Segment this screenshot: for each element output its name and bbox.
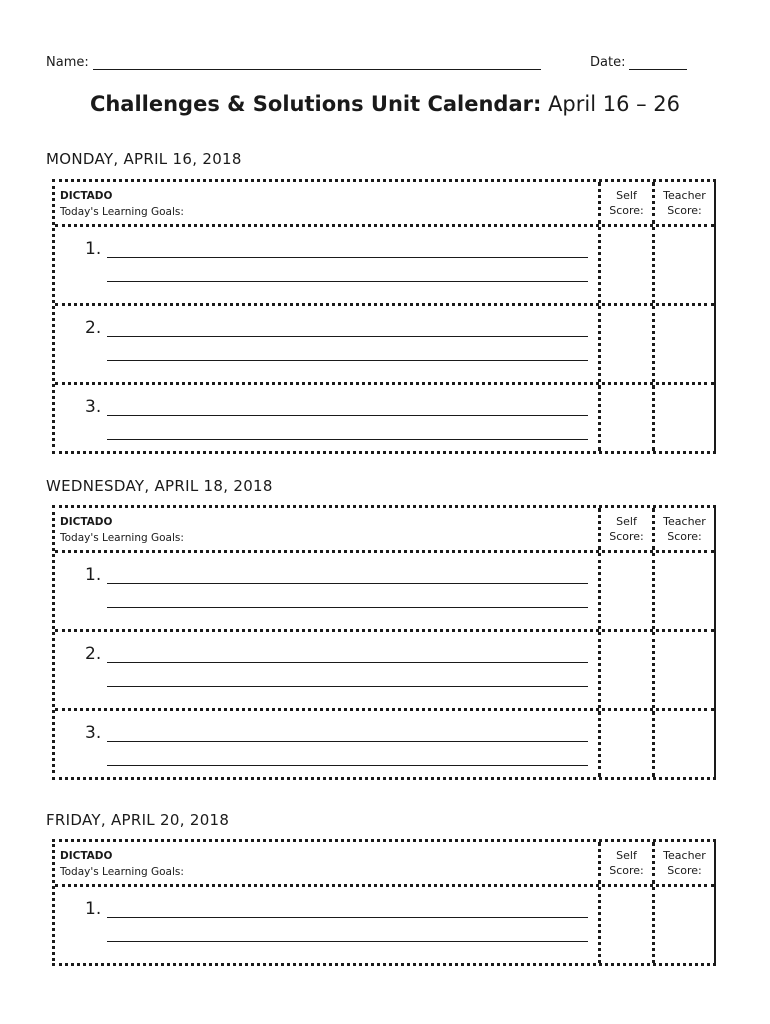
activity-label: DICTADO: [60, 516, 113, 528]
self-score-cell[interactable]: [601, 385, 655, 451]
teacher-score-label: Score:: [667, 864, 702, 877]
goal-line[interactable]: [107, 281, 588, 282]
day-table: [52, 505, 716, 780]
goal-cell: [55, 306, 601, 382]
goal-row: [55, 303, 714, 382]
goal-row: [55, 884, 714, 963]
day-table: [52, 839, 716, 966]
day-table: [52, 179, 716, 454]
teacher-score-label: Score:: [667, 530, 702, 543]
goal-line[interactable]: [107, 662, 588, 663]
teacher-score-header: [655, 842, 714, 884]
goal-number: 1.: [85, 239, 102, 259]
teacher-score-cell[interactable]: [655, 306, 714, 382]
goals-label: Today's Learning Goals:: [60, 206, 184, 218]
goal-line[interactable]: [107, 686, 588, 687]
table-header-row: [55, 842, 714, 884]
date-line[interactable]: [629, 55, 687, 70]
page-title: [0, 92, 770, 116]
teacher-score-cell[interactable]: [655, 711, 714, 777]
name-field[interactable]: [46, 55, 541, 70]
goal-line[interactable]: [107, 941, 588, 942]
day-heading: WEDNESDAY, APRIL 18, 2018: [46, 477, 273, 495]
self-score-header: [601, 842, 655, 884]
self-score-cell[interactable]: [601, 227, 655, 303]
self-score-label: Score:: [609, 530, 644, 543]
date-field[interactable]: [590, 55, 687, 70]
day-heading: FRIDAY, APRIL 20, 2018: [46, 811, 230, 829]
activity-label: DICTADO: [60, 190, 113, 202]
goal-line[interactable]: [107, 439, 588, 440]
goal-cell: [55, 385, 601, 451]
teacher-label: Teacher: [663, 515, 706, 528]
teacher-score-label: Score:: [667, 204, 702, 217]
goal-number: 1.: [85, 565, 102, 585]
goal-line[interactable]: [107, 583, 588, 584]
goals-label: Today's Learning Goals:: [60, 532, 184, 544]
teacher-score-cell[interactable]: [655, 632, 714, 708]
goal-cell: [55, 553, 601, 629]
goal-number: 1.: [85, 899, 102, 919]
goals-header: [55, 182, 601, 224]
goal-cell: [55, 632, 601, 708]
self-score-cell[interactable]: [601, 632, 655, 708]
teacher-score-header: [655, 182, 714, 224]
goal-row: [55, 629, 714, 708]
teacher-label: Teacher: [663, 189, 706, 202]
self-score-label: Score:: [609, 864, 644, 877]
self-label: Self: [616, 849, 637, 862]
goal-row: [55, 382, 714, 451]
self-score-cell[interactable]: [601, 711, 655, 777]
date-label: Date:: [590, 55, 626, 70]
goal-number: 2.: [85, 644, 102, 664]
goal-number: 3.: [85, 397, 102, 417]
goal-cell: [55, 887, 601, 963]
goal-line[interactable]: [107, 360, 588, 361]
goal-cell: [55, 227, 601, 303]
goal-line[interactable]: [107, 765, 588, 766]
title-bold: Challenges & Solutions Unit Calendar:: [89, 92, 542, 116]
goal-number: 3.: [85, 723, 102, 743]
name-label: Name:: [46, 55, 89, 70]
self-label: Self: [616, 515, 637, 528]
goals-header: [55, 508, 601, 550]
teacher-score-cell[interactable]: [655, 553, 714, 629]
goals-label: Today's Learning Goals:: [60, 866, 184, 878]
goal-row: [55, 224, 714, 303]
day-heading: MONDAY, APRIL 16, 2018: [46, 150, 242, 168]
goal-line[interactable]: [107, 917, 588, 918]
goal-cell: [55, 711, 601, 777]
self-score-cell[interactable]: [601, 553, 655, 629]
goals-header: [55, 842, 601, 884]
name-line[interactable]: [93, 55, 541, 70]
goal-row: [55, 708, 714, 777]
goal-line[interactable]: [107, 336, 588, 337]
self-score-cell[interactable]: [601, 887, 655, 963]
table-header-row: [55, 508, 714, 550]
self-score-cell[interactable]: [601, 306, 655, 382]
goal-row: [55, 550, 714, 629]
teacher-score-cell[interactable]: [655, 887, 714, 963]
teacher-score-header: [655, 508, 714, 550]
self-score-label: Score:: [609, 204, 644, 217]
self-score-header: [601, 508, 655, 550]
teacher-score-cell[interactable]: [655, 385, 714, 451]
goal-line[interactable]: [107, 415, 588, 416]
self-score-header: [601, 182, 655, 224]
goal-line[interactable]: [107, 607, 588, 608]
title-rest: April 16 – 26: [541, 92, 681, 116]
goal-line[interactable]: [107, 741, 588, 742]
self-label: Self: [616, 189, 637, 202]
goal-line[interactable]: [107, 257, 588, 258]
activity-label: DICTADO: [60, 850, 113, 862]
table-header-row: [55, 182, 714, 224]
goal-number: 2.: [85, 318, 102, 338]
teacher-score-cell[interactable]: [655, 227, 714, 303]
teacher-label: Teacher: [663, 849, 706, 862]
